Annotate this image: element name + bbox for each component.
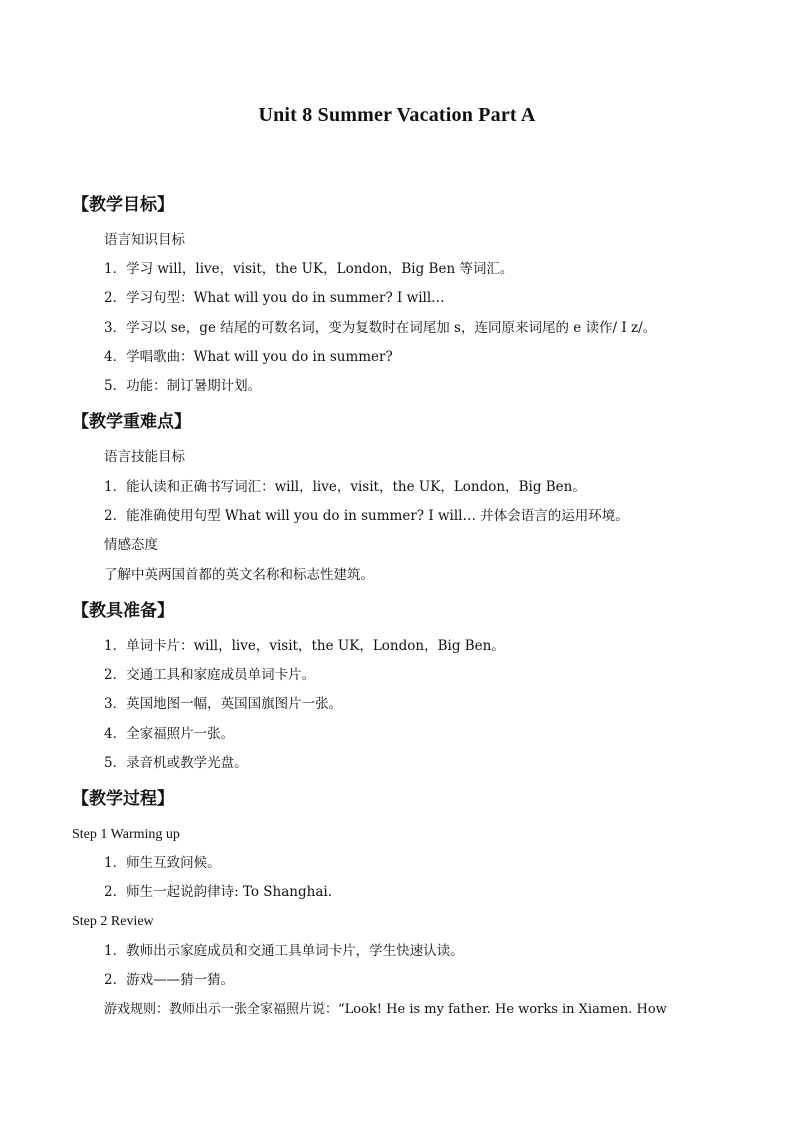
materials-heading: 【教具准备】 bbox=[72, 601, 174, 621]
attitude-label: 情感态度 bbox=[104, 537, 158, 553]
materials-item-2: 2．交通工具和家庭成员单词卡片。 bbox=[104, 667, 316, 683]
objectives-heading: 【教学目标】 bbox=[72, 195, 174, 215]
key-points-heading: 【教学重难点】 bbox=[72, 412, 191, 432]
materials-item-4: 4．全家福照片一张。 bbox=[104, 726, 235, 742]
materials-item-1: 1．单词卡片：will，live，visit，the UK，London，Big Ben。 bbox=[104, 638, 505, 654]
key-points-subheading: 语言技能目标 bbox=[104, 449, 185, 465]
step2-item-2: 2．游戏——猜一猜。 bbox=[104, 972, 235, 988]
document-title: Unit 8 Summer Vacation Part A bbox=[258, 104, 536, 126]
objectives-item-3: 3．学习以 se，ge 结尾的可数名词，变为复数时在词尾加 s，连同原来词尾的 e 读作/ Ⅰ z/。 bbox=[104, 320, 657, 336]
key-points-item-2: 2．能准确使用句型 What will you do in summer? I will… 并体会语言的运用环境。 bbox=[104, 508, 629, 524]
objectives-item-4: 4．学唱歌曲：What will you do in summer? bbox=[104, 349, 393, 365]
attitude-text: 了解中英两国首都的英文名称和标志性建筑。 bbox=[104, 567, 374, 583]
objectives-item-2: 2．学习句型：What will you do in summer? I will… bbox=[104, 290, 445, 306]
key-points-item-1: 1．能认读和正确书写词汇：will，live，visit，the UK，London，Big Ben。 bbox=[104, 479, 586, 495]
process-heading: 【教学过程】 bbox=[72, 789, 174, 809]
step1-item-1: 1．师生互致问候。 bbox=[104, 855, 221, 871]
step2-label: Step 2 Review bbox=[72, 914, 154, 929]
step1-label: Step 1 Warming up bbox=[72, 827, 180, 842]
objectives-subheading: 语言知识目标 bbox=[104, 232, 185, 248]
objectives-item-5: 5．功能：制订暑期计划。 bbox=[104, 378, 262, 394]
materials-item-3: 3．英国地图一幅，英国国旗图片一张。 bbox=[104, 696, 343, 712]
materials-item-5: 5．录音机或教学光盘。 bbox=[104, 755, 248, 771]
step2-item-1: 1．教师出示家庭成员和交通工具单词卡片，学生快速认读。 bbox=[104, 943, 464, 959]
step1-item-2: 2．师生一起说韵律诗: To Shanghai. bbox=[104, 884, 332, 900]
game-rule-text: 游戏规则：教师出示一张全家福照片说：“Look! He is my father. He works in Xiamen. How bbox=[104, 1002, 667, 1017]
objectives-item-1: 1．学习 will，live，visit，the UK，London，Big Ben 等词汇。 bbox=[104, 261, 514, 277]
